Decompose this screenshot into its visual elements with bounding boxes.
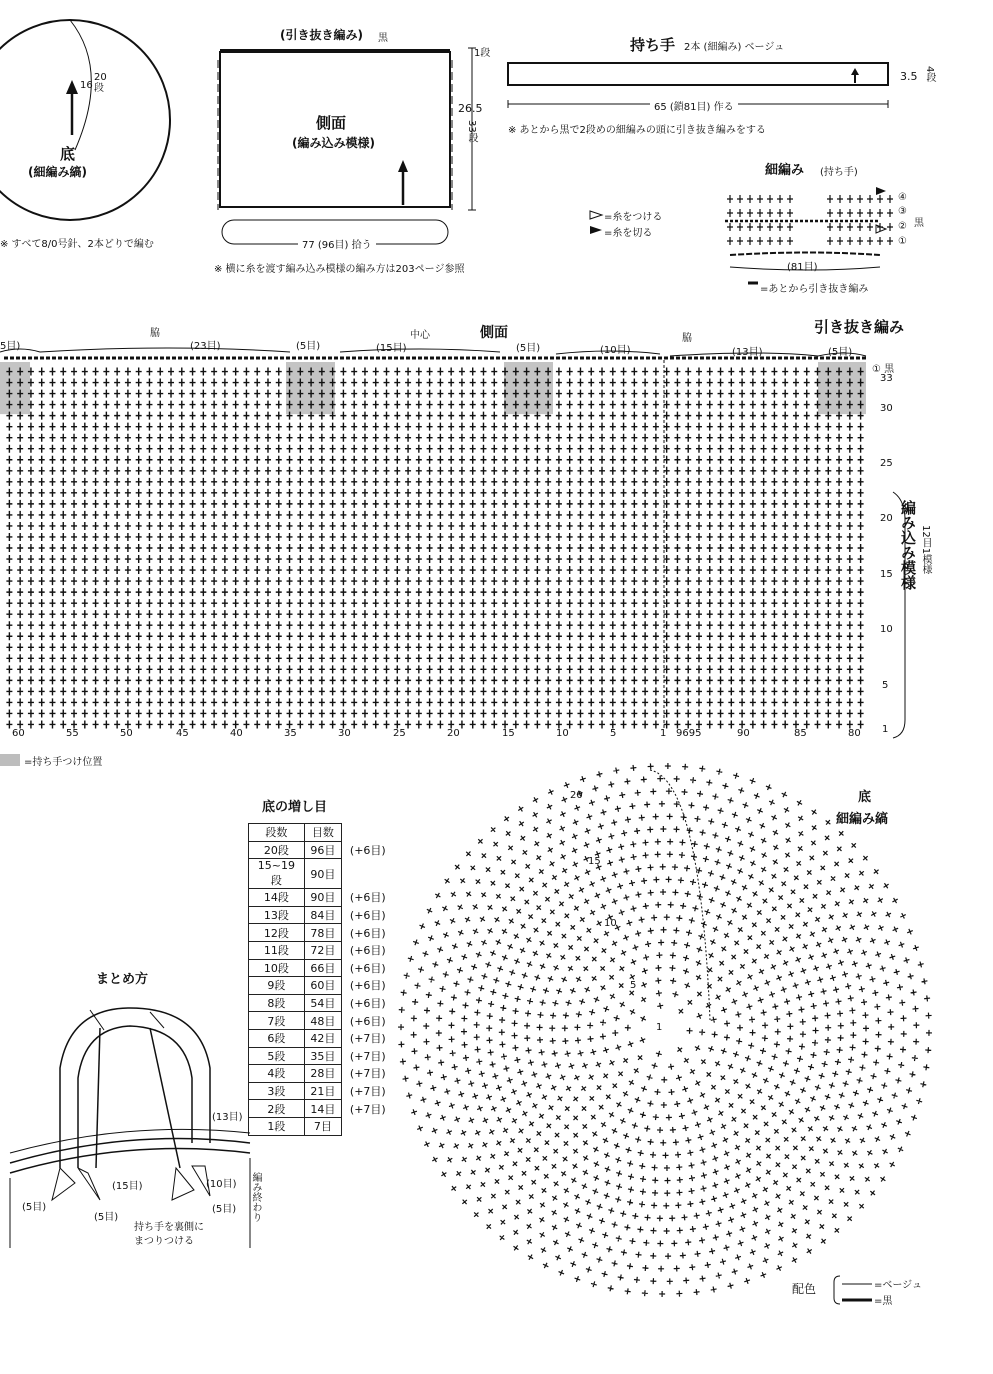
row-count: 2段 xyxy=(249,1100,305,1118)
header-rows: 段数 xyxy=(249,824,305,842)
x-tick: 35 xyxy=(284,728,297,739)
assembly-label-13: (13目) xyxy=(212,1112,243,1123)
x-tick: 5 xyxy=(610,728,617,739)
header-stitches: 目数 xyxy=(304,824,341,842)
x-tick: 40 xyxy=(230,728,243,739)
row-count: 10段 xyxy=(249,959,305,977)
handle-detail: 2本 (細編み) ベージュ xyxy=(684,42,785,53)
label-13: (13目) xyxy=(732,347,763,358)
x-tick: 9695 xyxy=(676,728,702,739)
increase-table-row xyxy=(249,941,398,959)
x-tick: 45 xyxy=(176,728,189,739)
increase-amount: (+6目) xyxy=(349,891,386,905)
row-marker-10: 10 xyxy=(880,624,893,635)
increase-table-row xyxy=(249,924,398,942)
label-10: (10目) xyxy=(600,345,631,356)
handle-rect-diagram xyxy=(500,30,950,130)
increase-amount: (+7目) xyxy=(349,1049,386,1063)
assembly-label-5b: (5目) xyxy=(212,1204,237,1215)
row-count: 12段 xyxy=(249,924,305,942)
increase-table-header xyxy=(249,824,398,842)
side-note: ※ 横に糸を渡す編み込み模様の編み方は203ページ参照 xyxy=(214,264,465,275)
stitch-count: 48目 xyxy=(304,1012,341,1030)
side-height-label: 26.5 xyxy=(458,102,483,115)
x-tick: 25 xyxy=(393,728,406,739)
increase-amount: (+6目) xyxy=(349,843,386,857)
handle-row-4: ④ xyxy=(898,192,907,203)
handle-note: ※ あとから黒で2段めの細編みの頭に引き抜き編みをする xyxy=(508,125,766,136)
side-width-label: 77 (96目) 拾う xyxy=(298,236,376,251)
bottom-chart-title: 底 xyxy=(858,790,872,805)
stitch-count: 28目 xyxy=(304,1065,341,1083)
round-marker-5: 5 xyxy=(630,980,637,991)
x-tick: 55 xyxy=(66,728,79,739)
handle-position-text: =持ち手つけ位置 xyxy=(24,757,103,768)
handle-row-1: ① xyxy=(898,236,907,247)
row-marker-20: 20 xyxy=(880,513,893,524)
row-count: 15~19段 xyxy=(249,859,305,889)
handle-stitch-count: (81目) xyxy=(787,262,818,273)
increase-amount: (+7目) xyxy=(349,1032,386,1046)
row-count: 8段 xyxy=(249,994,305,1012)
stitch-count: 7目 xyxy=(304,1117,341,1135)
handle-row-3: ③ xyxy=(898,206,907,217)
row-count: 20段 xyxy=(249,841,305,859)
increase-table-row xyxy=(249,889,398,907)
assembly-diagram xyxy=(0,968,280,1248)
assembly-end-label: 編み終わり xyxy=(250,1172,261,1222)
x-tick: 10 xyxy=(556,728,569,739)
handle-length: 65 (鎖81目) 作る xyxy=(650,98,738,113)
stitch-count: 14目 xyxy=(304,1100,341,1118)
handle-height: 3.5 xyxy=(900,70,918,83)
increase-amount: (+6目) xyxy=(349,944,386,958)
row-marker-33: 33 xyxy=(880,373,893,384)
row-count: 1段 xyxy=(249,1117,305,1135)
increase-table-row xyxy=(249,841,398,859)
x-tick: 1 xyxy=(660,728,667,739)
stitch-count: 96目 xyxy=(304,841,341,859)
stitch-count: 84目 xyxy=(304,906,341,924)
bottom-chart xyxy=(380,760,993,1370)
stitch-count: 42目 xyxy=(304,1029,341,1047)
increase-table-row xyxy=(249,906,398,924)
row-count: 5段 xyxy=(249,1047,305,1065)
bottom-schematic xyxy=(0,0,200,250)
row-count: 7段 xyxy=(249,1012,305,1030)
label-23: (23目) xyxy=(190,341,221,352)
bottom-title: 底 xyxy=(60,145,76,163)
stitch-count: 35目 xyxy=(304,1047,341,1065)
row-count: 6段 xyxy=(249,1029,305,1047)
handle-chart-title: 細編み xyxy=(765,163,805,178)
color-legend-label: 配色 xyxy=(792,1282,817,1296)
side-chart xyxy=(0,310,993,770)
assembly-label-15: (15目) xyxy=(112,1181,143,1192)
stitch-count: 90目 xyxy=(304,859,341,889)
legend-attach: =糸をつける xyxy=(604,212,663,223)
increase-table-row xyxy=(249,859,398,889)
increase-amount: (+6目) xyxy=(349,961,386,975)
bottom-chart-subtitle: 細編み縞 xyxy=(836,812,889,827)
label-15: (15目) xyxy=(376,343,407,354)
bottom-circle-diagram xyxy=(0,0,200,250)
label-waist-right: 脇 xyxy=(682,333,692,344)
label-5b: (5目) xyxy=(516,343,541,354)
label-center: 中心 xyxy=(410,330,430,341)
stitch-count: 54目 xyxy=(304,994,341,1012)
row-count: 3段 xyxy=(249,1082,305,1100)
row-count: 4段 xyxy=(249,1065,305,1083)
side-schematic xyxy=(210,20,490,280)
assembly-title: まとめ方 xyxy=(96,972,149,987)
row-marker-30: 30 xyxy=(880,403,893,414)
stitch-count: 72目 xyxy=(304,941,341,959)
row-count: 9段 xyxy=(249,977,305,995)
row-marker-25: 25 xyxy=(880,458,893,469)
stitch-count: 60目 xyxy=(304,977,341,995)
increase-amount: (+7目) xyxy=(349,1085,386,1099)
handle-row-3-color: 黒 xyxy=(914,218,924,229)
label-5c: (5目) xyxy=(828,347,853,358)
x-tick: 50 xyxy=(120,728,133,739)
side-chart-slip-label: 引き抜き編み xyxy=(814,318,905,336)
assembly-label-10: (10目) xyxy=(206,1179,237,1190)
round-marker-20: 20 xyxy=(570,790,583,801)
handle-row-2: ② xyxy=(898,221,907,232)
row-marker-1: 1 xyxy=(882,724,889,735)
increase-amount: (+7目) xyxy=(349,1102,386,1116)
label-5-left-edge: 5目) xyxy=(0,341,21,352)
stitch-count: 21目 xyxy=(304,1082,341,1100)
side-title: 側面 xyxy=(316,114,347,132)
handle-rows: 4段 xyxy=(924,66,935,83)
x-tick: 90 xyxy=(737,728,750,739)
side-top-color: 黒 xyxy=(378,33,388,44)
label-5a: (5目) xyxy=(296,341,321,352)
assembly-note-2: まつりつける xyxy=(134,1236,194,1247)
x-tick: 85 xyxy=(794,728,807,739)
side-chart-title: 側面 xyxy=(480,325,508,341)
increase-amount: (+7目) xyxy=(349,1067,386,1081)
bottom-note: ※ すべて8/0号針、2本どりで編む xyxy=(0,239,154,250)
side-subtitle: (編み込み模様) xyxy=(292,136,375,150)
increase-amount: (+6目) xyxy=(349,909,386,923)
motif-label: 編み込み模様 xyxy=(899,500,917,590)
bottom-subtitle: (細編み縞) xyxy=(28,165,87,179)
increase-amount: (+6目) xyxy=(349,979,386,993)
assembly-note-1: 持ち手を裏側に xyxy=(134,1222,204,1233)
row-marker-black: ① 黒 xyxy=(872,364,895,375)
color-black: =黒 xyxy=(874,1296,893,1307)
x-tick: 30 xyxy=(338,728,351,739)
legend-cut: =糸を切る xyxy=(604,228,653,239)
handle-position-legend xyxy=(0,752,140,768)
x-tick: 20 xyxy=(447,728,460,739)
handle-chart-title-note: (持ち手) xyxy=(820,167,858,178)
repeat-label: 12目1模様 xyxy=(920,525,931,575)
increase-amount: (+6目) xyxy=(349,997,386,1011)
handle-schematic xyxy=(500,30,950,140)
row-count: 11段 xyxy=(249,941,305,959)
increase-table-title: 底の増し目 xyxy=(262,800,328,815)
row-count: 14段 xyxy=(249,889,305,907)
round-marker-15: 15 xyxy=(588,856,601,867)
row-marker-15: 15 xyxy=(880,569,893,580)
side-top-rows: 1段 xyxy=(474,48,491,59)
assembly-label-5c: (5目) xyxy=(94,1212,119,1223)
row-marker-5: 5 xyxy=(882,680,889,691)
increase-amount: (+6目) xyxy=(349,1014,386,1028)
stitch-count: 66目 xyxy=(304,959,341,977)
handle-title: 持ち手 xyxy=(630,36,676,54)
stitch-count: 90目 xyxy=(304,889,341,907)
x-tick: 60 xyxy=(12,728,25,739)
bottom-height-label: 16 xyxy=(80,80,93,91)
bottom-rows-label: 20段 xyxy=(94,72,107,94)
legend-slip-text: =あとから引き抜き編み xyxy=(760,284,869,295)
x-tick: 15 xyxy=(502,728,515,739)
assembly-label-5a: (5目) xyxy=(22,1202,47,1213)
increase-amount: (+6目) xyxy=(349,926,386,940)
side-rows-label: 33段 xyxy=(466,120,477,143)
row-count: 13段 xyxy=(249,906,305,924)
color-beige: =ベージュ xyxy=(874,1280,922,1291)
stitch-count: 78目 xyxy=(304,924,341,942)
label-waist-left: 脇 xyxy=(150,328,160,339)
x-tick: 80 xyxy=(848,728,861,739)
color-legend xyxy=(792,1270,992,1310)
round-marker-10: 10 xyxy=(604,918,617,929)
handle-position-swatch xyxy=(0,754,20,766)
side-top-label: (引き抜き編み) xyxy=(280,28,363,42)
thread-legend xyxy=(588,206,708,240)
round-marker-1: 1 xyxy=(656,1022,663,1033)
side-chart-grid xyxy=(0,310,993,770)
